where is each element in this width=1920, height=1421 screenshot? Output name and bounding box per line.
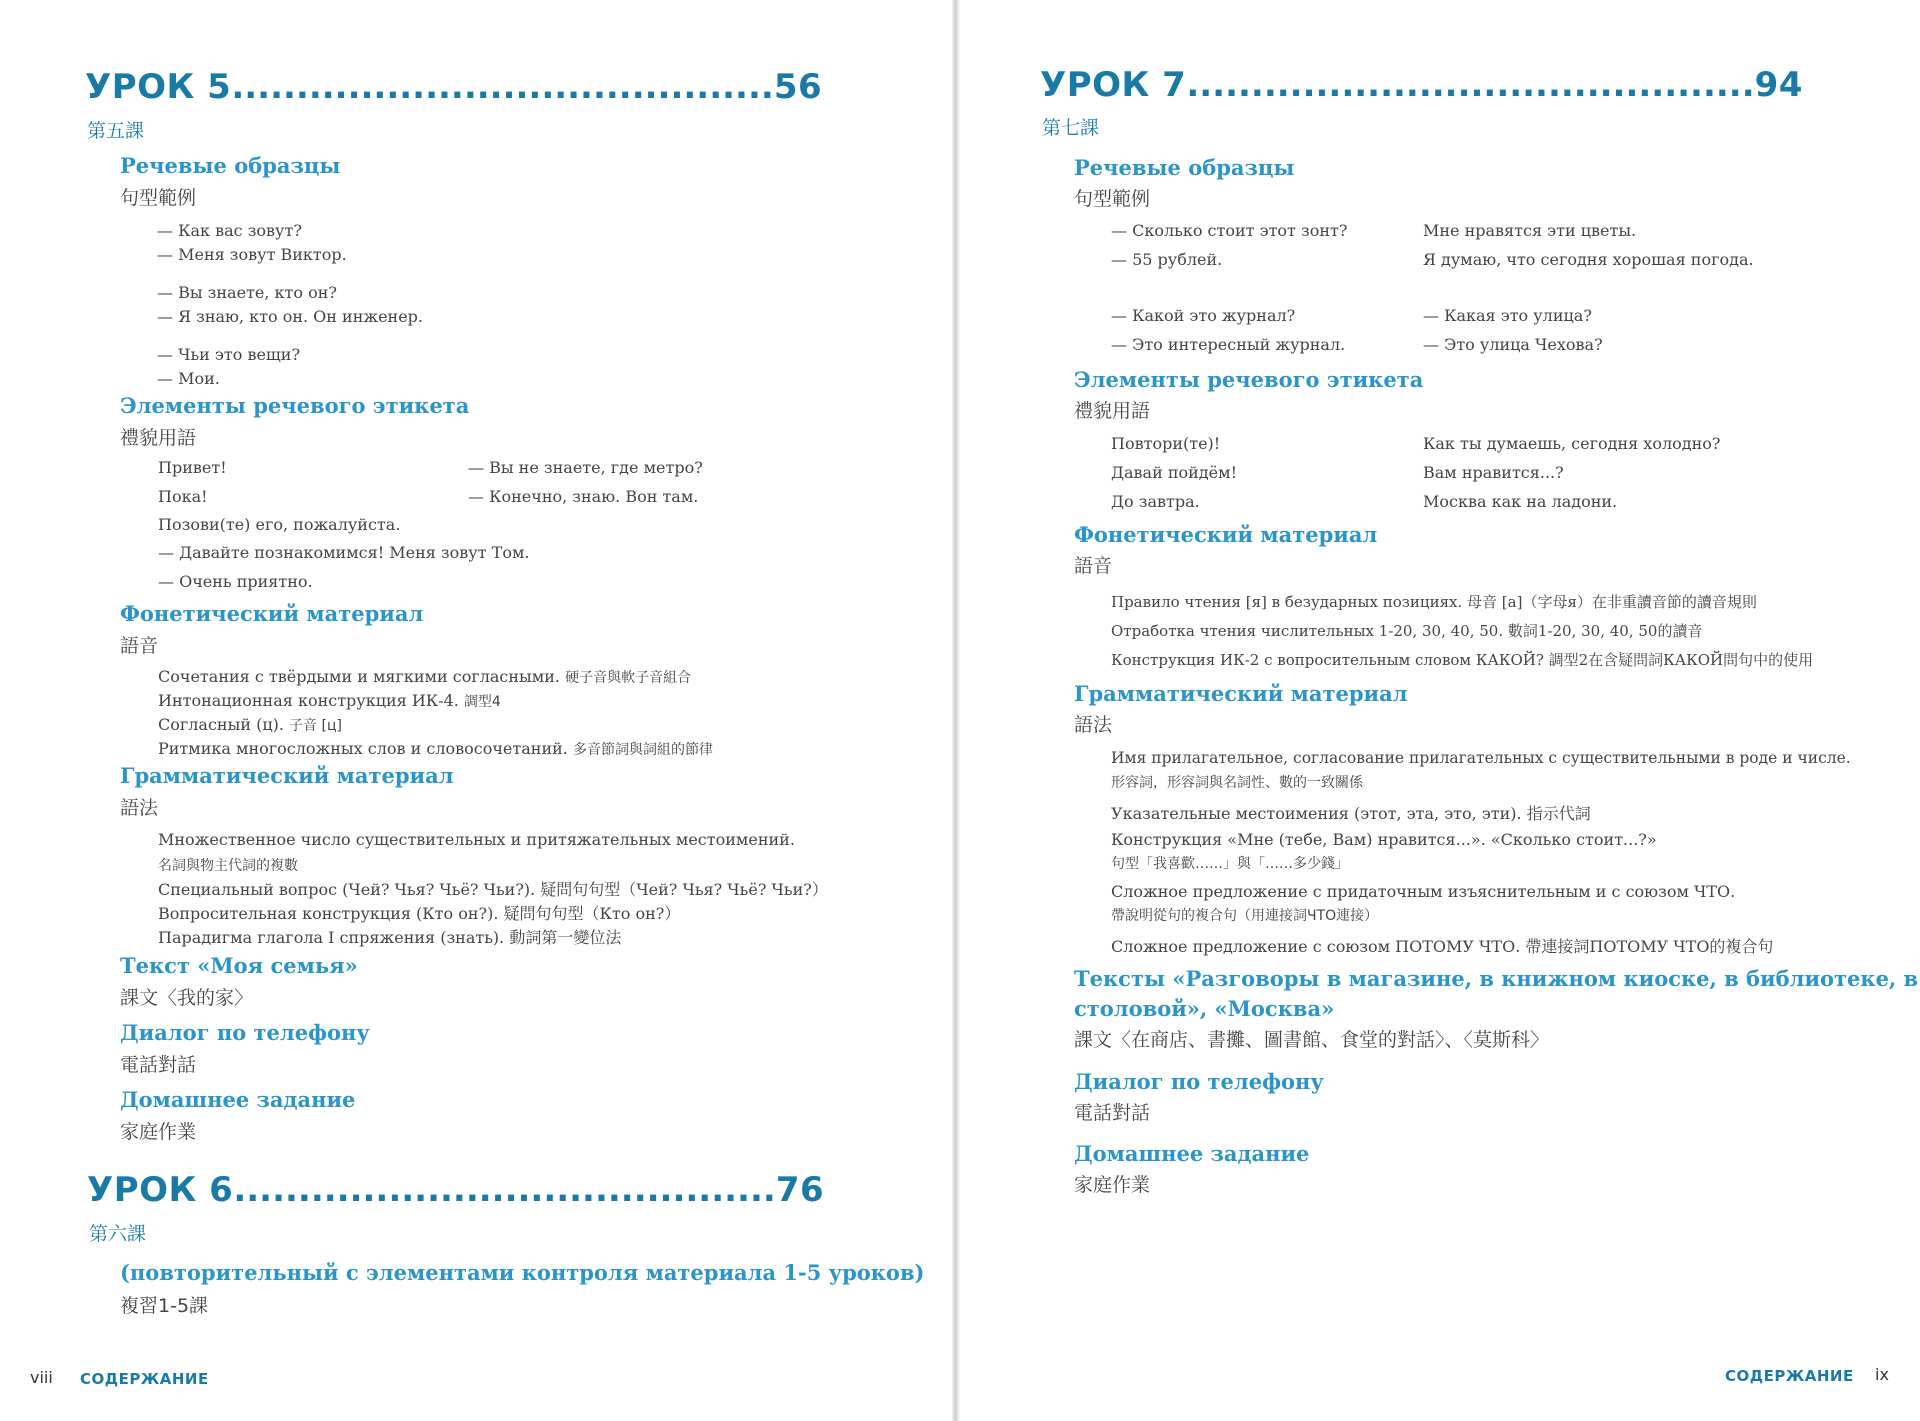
l7-etiquette-line: До завтра. xyxy=(1111,492,1200,511)
l5-speech-line: — Меня зовут Виктор. xyxy=(157,245,347,264)
l7-etiquette-cn: 禮貌用語 xyxy=(1074,400,1151,422)
l5-speech-line: — Как вас зовут? xyxy=(157,221,302,240)
l5-phonetic-ru: Сочетания с твёрдыми и мягкими согласными. xyxy=(158,667,560,686)
l7-phonetic-line: Правило чтения [я] в безударных позициях. 母音 [a]（字母я）在非重讀音節的讀音規則 xyxy=(1111,593,1757,611)
lesson5-page: 56 xyxy=(773,67,823,107)
l7-etiquette-line: Вам нравится...? xyxy=(1423,463,1564,482)
l5-homework-title: Домашнее задание xyxy=(120,1087,356,1112)
l5-speech-line: — Я знаю, кто он. Он инженер. xyxy=(157,307,424,326)
page-number-left: viii xyxy=(30,1368,53,1387)
right-page xyxy=(955,0,1920,1421)
l5-phonetic-line xyxy=(158,667,691,687)
l5-speech-title: Речевые образцы xyxy=(120,153,341,178)
l5-etiquette-line: — Давайте познакомимся! Меня зовут Том. xyxy=(158,543,530,562)
l7-grammar-line: 句型「我喜歡……」與「……多少錢」 xyxy=(1111,856,1349,872)
lesson7-dots: ............................................ xyxy=(1186,65,1755,105)
left-page xyxy=(0,0,955,1421)
l5-phonetic-cn-text: 硬子音與軟子音組合 xyxy=(565,670,692,686)
lesson5-dots: .......................................... xyxy=(231,67,774,107)
l5-speech-line: — Мои. xyxy=(157,369,220,388)
l5-phonetic-cn: 語音 xyxy=(120,635,159,657)
l7-speech-line: — Какой это журнал? xyxy=(1111,306,1296,325)
footer-contents-left: СОДЕРЖАНИЕ xyxy=(80,1370,209,1388)
l7-homework-title: Домашнее задание xyxy=(1074,1141,1310,1166)
footer-contents-right: СОДЕРЖАНИЕ xyxy=(1725,1367,1854,1385)
lesson6-heading[interactable] xyxy=(87,1170,824,1210)
l5-text-cn: 課文〈我的家〉 xyxy=(120,987,254,1009)
l5-phonetic-ru: Ритмика многосложных слов и словосочетаний. xyxy=(158,739,568,758)
l5-phonetic-line xyxy=(158,691,501,711)
l7-etiquette-line: Повтори(те)! xyxy=(1111,434,1221,453)
l5-grammar-line: Парадигма глагола I спряжения (знать). 動詞第一變位法 xyxy=(158,928,622,947)
l7-speech-title: Речевые образцы xyxy=(1074,155,1295,180)
l6-review-cn: 複習1-5課 xyxy=(120,1295,209,1317)
l7-speech-line: — Это интересный журнал. xyxy=(1111,335,1346,354)
lesson6-title: УРОК 6 xyxy=(87,1170,234,1210)
l7-texts-cn: 課文〈在商店、書攤、圖書館、食堂的對話〉、〈莫斯科〉 xyxy=(1074,1029,1550,1051)
l7-speech-line: Я думаю, что сегодня хорошая погода. xyxy=(1423,250,1754,269)
l5-etiquette-line: — Конечно, знаю. Вон там. xyxy=(468,487,699,506)
lesson6-page: 76 xyxy=(775,1170,825,1210)
l5-etiquette-line: Привет! xyxy=(158,458,227,477)
l6-review-title: (повторительный с элементами контроля материала 1-5 уроков) xyxy=(120,1260,925,1285)
l5-etiquette-cn: 禮貌用語 xyxy=(120,427,197,449)
l5-phonetic-ru: Согласный (ц). xyxy=(158,715,284,734)
lesson5-title: УРОК 5 xyxy=(85,67,232,107)
l7-etiquette-title: Элементы речевого этикета xyxy=(1074,367,1424,392)
l5-phonetic-title: Фонетический материал xyxy=(120,601,424,626)
l5-etiquette-line: — Очень приятно. xyxy=(158,572,313,591)
l7-grammar-line: Сложное предложение с союзом ПОТОМУ ЧТО. 帶連接詞ПОТОМУ ЧТО的複合句 xyxy=(1111,937,1774,956)
l7-speech-line: Мне нравятся эти цветы. xyxy=(1423,221,1637,240)
l5-etiquette-title: Элементы речевого этикета xyxy=(120,393,470,418)
l5-etiquette-line: Позови(те) его, пожалуйста. xyxy=(158,515,401,534)
l7-grammar-title: Грамматический материал xyxy=(1074,681,1408,706)
l5-grammar-line: Множественное число существительных и притяжательных местоимений. xyxy=(158,830,795,849)
l7-homework-cn: 家庭作業 xyxy=(1074,1174,1151,1196)
lesson6-cn: 第六課 xyxy=(89,1223,147,1245)
l7-grammar-cn: 語法 xyxy=(1074,714,1113,736)
l7-speech-cn: 句型範例 xyxy=(1074,188,1151,210)
l5-text-title: Текст «Моя семья» xyxy=(120,953,358,978)
l7-etiquette-line: Как ты думаешь, сегодня холодно? xyxy=(1423,434,1721,453)
l5-phonetic-line xyxy=(158,739,713,759)
l7-speech-line: — Сколько стоит этот зонт? xyxy=(1111,221,1348,240)
l5-grammar-line: 名詞與物主代詞的複數 xyxy=(158,858,298,874)
l7-grammar-line: Сложное предложение с придаточным изъяснительным и с союзом ЧТО. xyxy=(1111,882,1736,901)
l7-speech-line: — Какая это улица? xyxy=(1423,306,1592,325)
lesson7-page: 94 xyxy=(1754,65,1803,105)
lesson6-dots: .......................................... xyxy=(233,1170,776,1210)
lesson7-heading[interactable] xyxy=(1040,65,1803,105)
l5-grammar-line: Специальный вопрос (Чей? Чья? Чьё? Чьи?). 疑問句句型（Чей? Чья? Чьё? Чьи?） xyxy=(158,880,828,899)
l7-grammar-line: 形容詞，形容詞與名詞性、數的一致關係 xyxy=(1111,775,1363,791)
l7-speech-line: — 55 рублей. xyxy=(1111,250,1223,269)
l5-dialog-cn: 電話對話 xyxy=(120,1054,197,1076)
l5-etiquette-line: Пока! xyxy=(158,487,208,506)
lesson7-title: УРОК 7 xyxy=(1040,65,1187,105)
l7-grammar-line: Конструкция «Мне (тебе, Вам) нравится...». «Сколько стоит...?» xyxy=(1111,830,1657,849)
l5-phonetic-cn-text: 子音 [ц] xyxy=(289,718,342,734)
l5-phonetic-cn-text: 多音節詞與詞組的節律 xyxy=(572,742,713,758)
l7-phonetic-line: Конструкция ИК-2 с вопросительным словом КАКОЙ? 調型2在含疑問詞КАКОЙ問句中的使用 xyxy=(1111,651,1814,669)
l5-grammar-line: Вопросительная конструкция (Кто он?). 疑問句句型（Кто он?） xyxy=(158,904,681,923)
l7-etiquette-line: Давай пойдём! xyxy=(1111,463,1237,482)
l7-phonetic-cn: 語音 xyxy=(1074,555,1113,577)
l5-homework-cn: 家庭作業 xyxy=(120,1121,197,1143)
l5-grammar-title: Грамматический материал xyxy=(120,763,454,788)
lesson7-cn: 第七課 xyxy=(1042,117,1100,139)
l7-texts-title-line2: столовой», «Москва» xyxy=(1074,996,1335,1021)
l7-grammar-line: Указательные местоимения (этот, эта, это, эти). 指示代詞 xyxy=(1111,804,1591,823)
l7-texts-title-line1: Тексты «Разговоры в магазине, в книжном киоске, в библиотеке, в xyxy=(1074,966,1919,991)
l5-phonetic-ru: Интонационная конструкция ИК-4. xyxy=(158,691,459,710)
l5-phonetic-line xyxy=(158,715,342,735)
l5-etiquette-line: — Вы не знаете, где метро? xyxy=(468,458,703,477)
l7-etiquette-line: Москва как на ладони. xyxy=(1423,492,1618,511)
l5-grammar-cn: 語法 xyxy=(120,797,159,819)
l5-dialog-title: Диалог по телефону xyxy=(120,1020,370,1045)
l5-phonetic-cn-text: 調型4 xyxy=(463,694,501,710)
l7-speech-line: — Это улица Чехова? xyxy=(1423,335,1603,354)
lesson5-heading[interactable] xyxy=(85,67,822,107)
l5-speech-line: — Вы знаете, кто он? xyxy=(157,283,337,302)
l7-grammar-line: Имя прилагательное, согласование прилагательных с существительными в роде и числе. xyxy=(1111,749,1851,767)
l7-dialog-title: Диалог по телефону xyxy=(1074,1069,1324,1094)
l5-speech-line: — Чьи это вещи? xyxy=(157,345,301,364)
l7-phonetic-line: Отработка чтения числительных 1-20, 30, 40, 50. 數詞1-20, 30, 40, 50的讀音 xyxy=(1111,622,1703,640)
lesson5-cn: 第五課 xyxy=(87,120,145,142)
l7-dialog-cn: 電話對話 xyxy=(1074,1102,1151,1124)
l7-phonetic-title: Фонетический материал xyxy=(1074,522,1378,547)
page-number-right: ix xyxy=(1875,1365,1889,1384)
l7-grammar-line: 帶說明從句的複合句（用連接詞ЧТО連接） xyxy=(1111,908,1379,924)
l5-speech-cn: 句型範例 xyxy=(120,187,197,209)
